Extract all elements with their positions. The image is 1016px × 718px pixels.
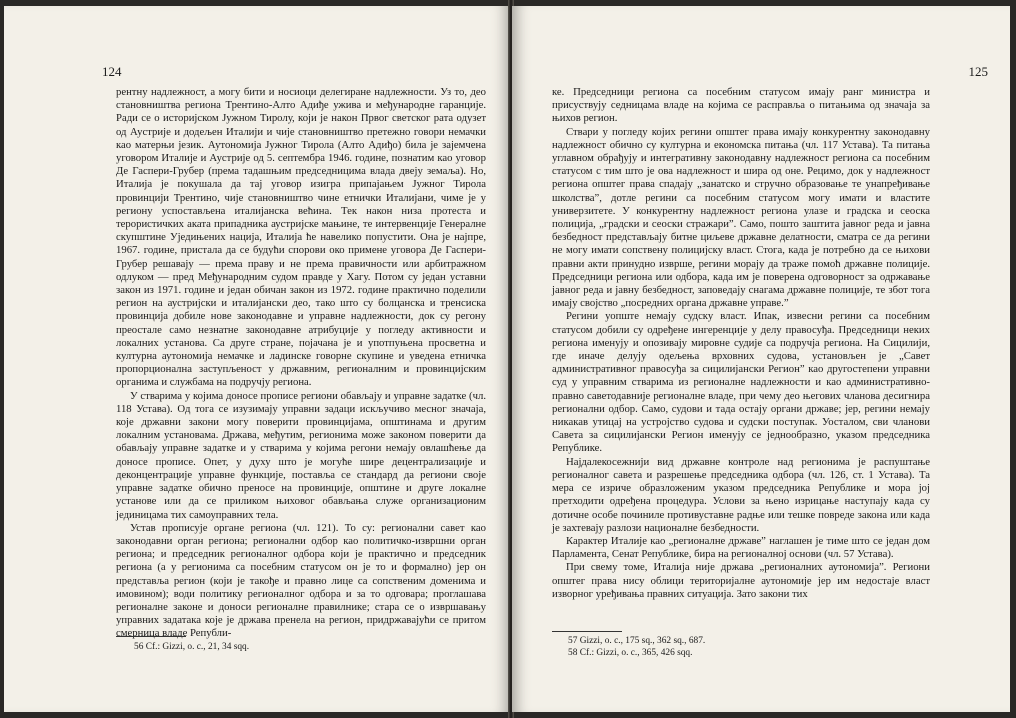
body-text xyxy=(116,86,486,641)
footnotes xyxy=(134,642,249,654)
paragraph: ке. Председници региона са посебним статусом имају ранг министра и присуствују седницама владе на којима се расправља о питањима од значаја за њихов регион. xyxy=(552,86,930,125)
paragraph: Устав прописује органе региона (чл. 121). То су: регионални савет као законодавни орган региона; регионални одбор као политичко-извршни орган региона; и председник регионалног одбора који је практично и председник региона (а у регионима са посебним статусом он је то и формално) јер он представља регион (који је такође и правно лице са сопственим доменима и имовином); води политику регионалног одбора и за то одговара; проглашава регионалне законе и доноси регионалне правилнике; стара се о извршавању управних задатака које је држава пренела на регион, придржавајући се притом смерница владе Републи- xyxy=(116,521,486,640)
footnote: 58 Cf.: Gizzi, o. c., 365, 426 sqq. xyxy=(568,647,693,658)
body-text xyxy=(552,86,930,601)
footnote: 57 Gizzi, o. c., 175 sq., 362 sq., 687. xyxy=(568,636,706,646)
footnote-rule xyxy=(116,636,186,637)
paragraph: У стварима у којима доносе прописе региони обављају и управне задатке (чл. 118 Устава). Од тога се изузимају управни задаци искључиво месног значаја, које државни закони могу поверити провинцијама, општинама и другим локалним установама. Држава, међутим, регионима може законом поверити да обављају управне задатке и у стварима у којима регони немају овлашћење да доносе прописе. Опет, у духу што је могуће шире децентрализације и деконцентрације управне функције, поставља се стандард да региони своје управне задатке обично преносе на провинције, општине и друге локалне установе или да се приликом њиховог обављања служе организационим јединицама тих самоуправних тела. xyxy=(116,389,486,521)
paragraph: рентну надлежност, а могу бити и носиоци делегиране надлежности. Уз то, део становништва региона Трентино-Алто Адиђе ужива и међународне гаранције. Ради се о историјском Јужном Тиролу, који је након Првог светског рата одузет од Аустрије и додељен Италији и чије становништво претежно говори немачки као матерњи језик. Аутономија Јужног Тирола (Алто Адиђо) била је зајемчена уговором Италије и Аустрије од 5. септембра 1946. године, познатим као уговор Де Гаспери-Грубер (према тадашњим председницима влада двеју земаља). Но, Италија је покушала да тај уговор изигра припајањем Јужног Тирола провинцији Трентино, чије становништво чине етнички Италијани, чиме је у региону успостављена италијанска већина. Тек након низа протеста и терористичких аката припадника аустријске мањине, те интервенције Генералне скупштине Уједињених нација, Италија ће навелико попустити. Она је најпре, 1967. године, пристала да се будући спорови око примене уговора Де Гаспери-Грубер решавају — према праву и не према правичности или арбитражном одлуком — пред Међународним судом правде у Хагу. Потом су један уставни закон из 1971. године и један обичан закон из 1972. године практично поделили регион на аустријски и италијански део, тако што су болцанска и тренсиска провинција добиле нове законодавне и управне надлежности, док су регону преостале само незнатне законодавне атрибуције у погледу активности и локалних установа. Са друге стране, појачана је и употпуњена просветна и културна аутономија немачке и ладинске говорне скупине и уведена етничка пропорционална заступљеност у државним, регионалним и провинцијским органима и службама на подручју региона. xyxy=(116,86,486,389)
right-page xyxy=(512,6,1010,712)
paragraph: При свему томе, Италија није држава „регионалних аутономија”. Региони општег права нису облици територијалне аутономије јер им недостаје власт изворног уређивања правних ситуација. Зато закони тих xyxy=(552,561,930,600)
footnotes xyxy=(568,636,705,659)
page-number: 124 xyxy=(102,64,122,79)
footnote: 56 Cf.: Gizzi, o. c., 21, 34 sqq. xyxy=(134,642,250,652)
paragraph: Карактер Италије као „регионалне државе” наглашен је тиме што се један дом Парламента, Сенат Републике, бира на регионалној основи (чл. 57 Устава). xyxy=(552,534,930,561)
paragraph: Ствари у погледу којих регини општег права имају конкурентну законодавну надлежност обично су културна и економска питања (чл. 117 Устава). Та питања углавном обрађују и интегративну законодавну надлежност региона са посебним статусом с тим што је ова надлежност и шира од оне. Рецимо, док у надлежност региона општег права спадају „занатско и стручно образовање те унапређивање школства”, дотле регини са посебним статусом могу имати и властите универзитете. У конкурентну надлежност региона улазе и градска и сеоска полиција, „градски и сеоски стражари”. Само, пошто заштита јавног реда и јавна безбедност представљају битне циљеве државне делатности, сматра се да регини не могу имати сопствену полицијску власт. Стога, када је потребно да се њихови правни акти принудно изврше, регини морају да траже помоћ државне полиције. Председници региона или одбора, када им је поверена одговорност за одржавање јавног реда и јавну безбедност, заповедају снагама државне полиције, те збот тога имају својство „посредних органа државне управе.” xyxy=(552,125,930,310)
paragraph: Најдалекосежнији вид државне контроле над регионима је распуштање регионалног савета и разрешење председника одбора (чл. 126, ст. 1 Устава). Та мера се изриче образложеним указом председника Републике и мора јој претходити одређена процедура. Услови за њено изрицање наступају када су дотичне особе починиле противуставне радње или тешке повреде закона или када је захтевају разлози националне безбедности. xyxy=(552,455,930,534)
footnote-rule xyxy=(552,631,622,632)
left-page xyxy=(4,6,510,712)
page-number: 125 xyxy=(968,64,988,79)
paragraph: Регини уопште немају судску власт. Ипак, извесни регини са посебним статусом добили су одређене ингеренције у делу правосуђа. Председници неких региона именују и опозивају мировне судије са подручја региона. На Сицилији, где иначе делују одељења врховних судова, установљен је „Савет административног правосуђа за сицилијански Регион” као другостепени управни суд у управним стварима из регионалне надлежности и као административно-правно саветодавније регионалне владе, при чему део његових чланова десигнира регионални одбор. Само, судови и тада остају органи државе; јер, регини немају никакав утицај на устројство судова и судски поступак. Уосталом, сви чланови Савета за сицилијански Регион именују се једнообразно, указом председника Републике. xyxy=(552,310,930,455)
